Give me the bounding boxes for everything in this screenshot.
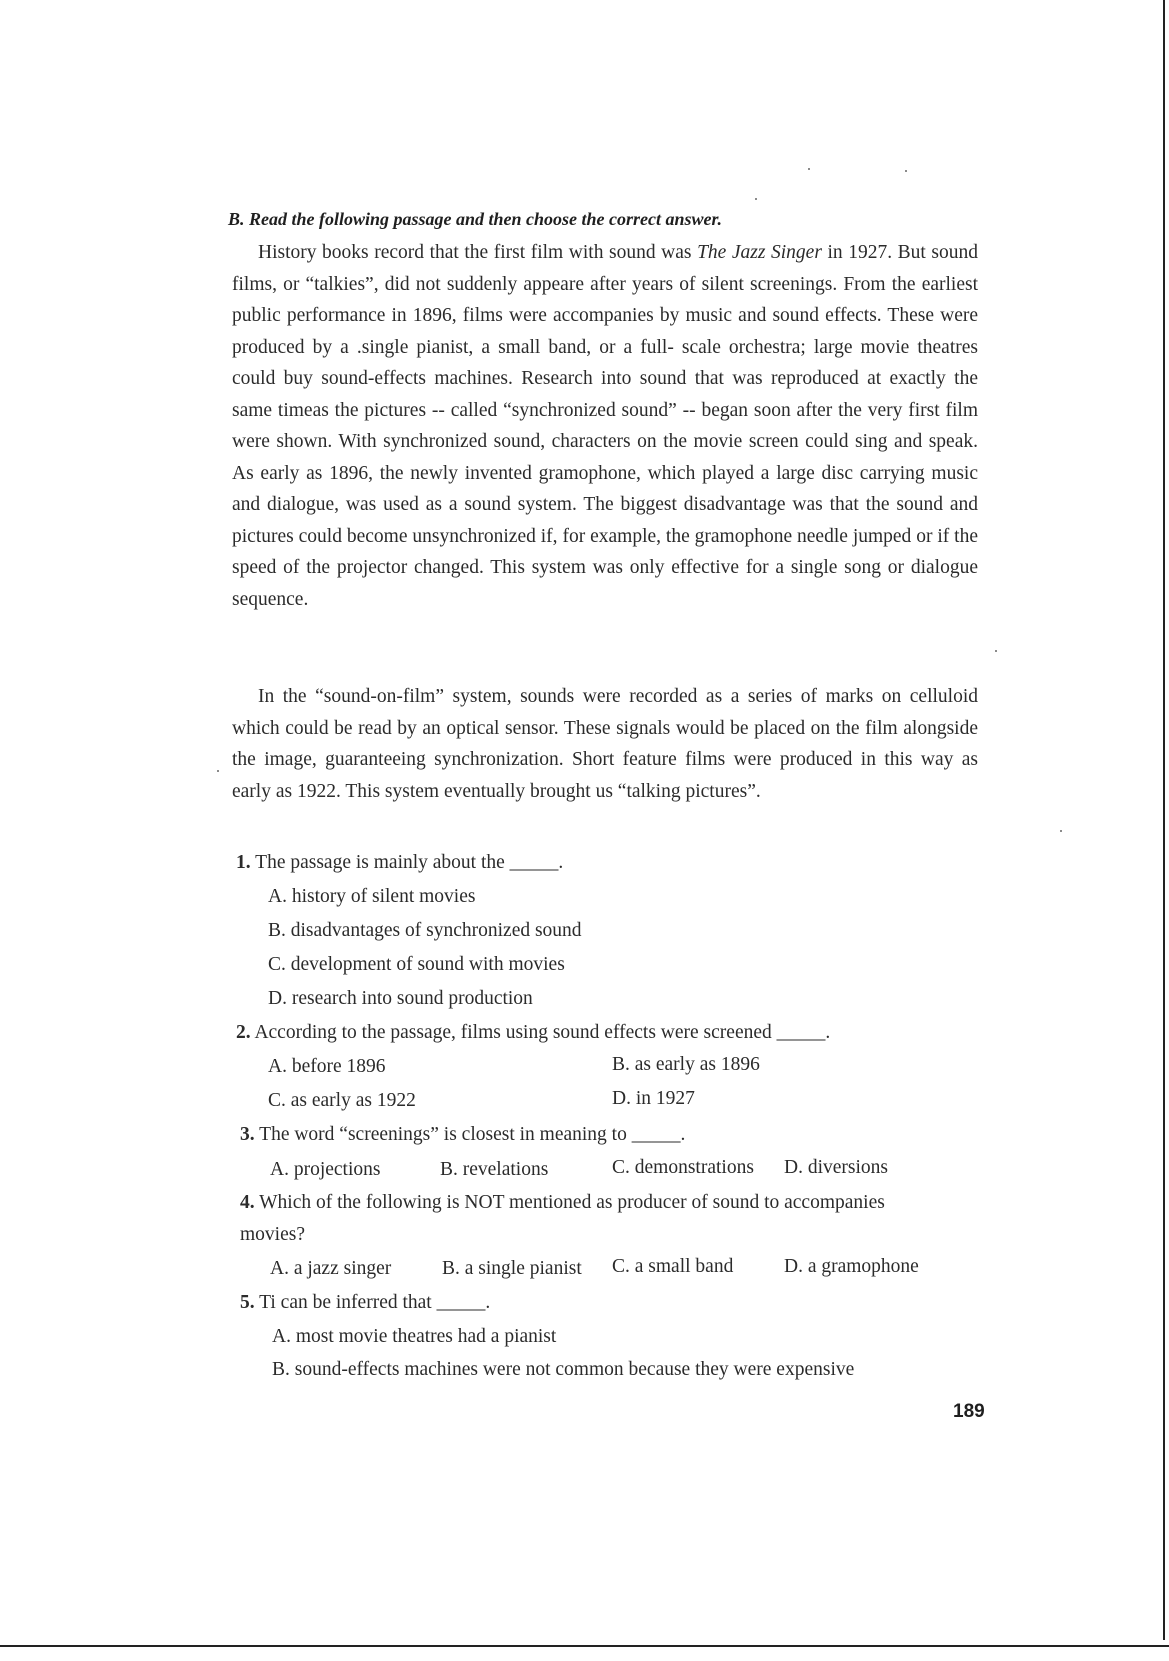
passage-text: in 1927. But sound films, or “talkies”, did not suddenly appeare after years of silent screenings. From the earliest public performance in 1896, films were accompanies by music and sound effects. These were produced by a .single pianist, a small band, or a full- scale orchestra; large movie theatres could buy sound-effects machines. Research into sound that was reproduced at exactly the same timeas the pictures -- called “synchronized sound” -- began soon after the very first film were shown. With synchronized sound, characters on the movie screen could sing and speak. As early as 1896, the newly invented gramophone, which played a large disc carrying music and dialogue, was used as a sound system. The biggest disadvantage was that the sound and pictures could become unsynchronized if, for example, the gramophone needle jumped or if the speed of the projector changed. This system was only effective for a single song or dialogue sequence. xyxy=(232,242,978,610)
scan-speck xyxy=(1060,830,1062,832)
scan-speck xyxy=(808,168,810,170)
option-2d: D. in 1927 xyxy=(612,1088,695,1109)
question-number: 1. xyxy=(236,852,251,873)
option-4d: D. a gramophone xyxy=(784,1256,919,1277)
question-stem: The word “screenings” is closest in meaning to _____. xyxy=(259,1124,686,1145)
scan-speck xyxy=(755,198,757,200)
option-2a: A. before 1896 xyxy=(268,1056,386,1077)
option-3c: C. demonstrations xyxy=(612,1157,754,1178)
passage-paragraph-1 xyxy=(232,237,978,615)
question-5 xyxy=(240,1290,490,1316)
page-number: 189 xyxy=(953,1401,985,1422)
option-4a: A. a jazz singer xyxy=(270,1258,392,1279)
question-stem: Ti can be inferred that _____. xyxy=(259,1292,491,1313)
question-1 xyxy=(236,850,563,876)
option-3b: B. revelations xyxy=(440,1159,549,1180)
section-heading: B. Read the following passage and then choose the correct answer. xyxy=(228,209,723,229)
option-2b: B. as early as 1896 xyxy=(612,1054,760,1075)
option-1a: A. history of silent movies xyxy=(268,886,476,907)
option-2c: C. as early as 1922 xyxy=(268,1090,416,1111)
question-number: 3. xyxy=(240,1124,255,1145)
option-3a: A. projections xyxy=(270,1159,381,1180)
film-title: The Jazz Singer xyxy=(697,242,822,263)
question-stem: According to the passage, films using sound effects were screened _____. xyxy=(254,1022,831,1043)
question-2 xyxy=(236,1020,830,1046)
question-stem: The passage is mainly about the _____. xyxy=(255,852,564,873)
option-5a: A. most movie theatres had a pianist xyxy=(272,1326,557,1347)
question-number: 4. xyxy=(240,1192,255,1213)
question-number: 5. xyxy=(240,1292,255,1313)
option-5b: B. sound-effects machines were not common because they were expensive xyxy=(272,1359,855,1380)
option-4b: B. a single pianist xyxy=(442,1258,582,1279)
scan-speck xyxy=(217,770,219,772)
scan-speck xyxy=(905,170,907,172)
option-4c: C. a small band xyxy=(612,1256,734,1277)
passage-paragraph-2: In the “sound-on-film” system, sounds were recorded as a series of marks on celluloid which could be read by an optical sensor. These signals would be placed on the film alongside the image, guaranteeing synchronization. Short feature films were produced in this way as early as 1922. This system eventually brought us “talking pictures”. xyxy=(232,686,978,802)
scan-speck xyxy=(995,650,997,652)
question-4-continued: movies? xyxy=(240,1224,305,1245)
question-3 xyxy=(240,1122,685,1148)
passage-text: History books record that the first film with sound was xyxy=(258,242,698,263)
option-1b: B. disadvantages of synchronized sound xyxy=(268,920,582,941)
question-4 xyxy=(240,1190,885,1216)
option-1c: C. development of sound with movies xyxy=(268,954,565,975)
question-stem: Which of the following is NOT mentioned as producer of sound to accompanies xyxy=(259,1192,885,1213)
question-number: 2. xyxy=(236,1022,251,1043)
option-3d: D. diversions xyxy=(784,1157,888,1178)
option-1d: D. research into sound production xyxy=(268,988,533,1009)
scan-edge-right xyxy=(1163,0,1165,1640)
scan-edge-bottom xyxy=(0,1645,1169,1647)
